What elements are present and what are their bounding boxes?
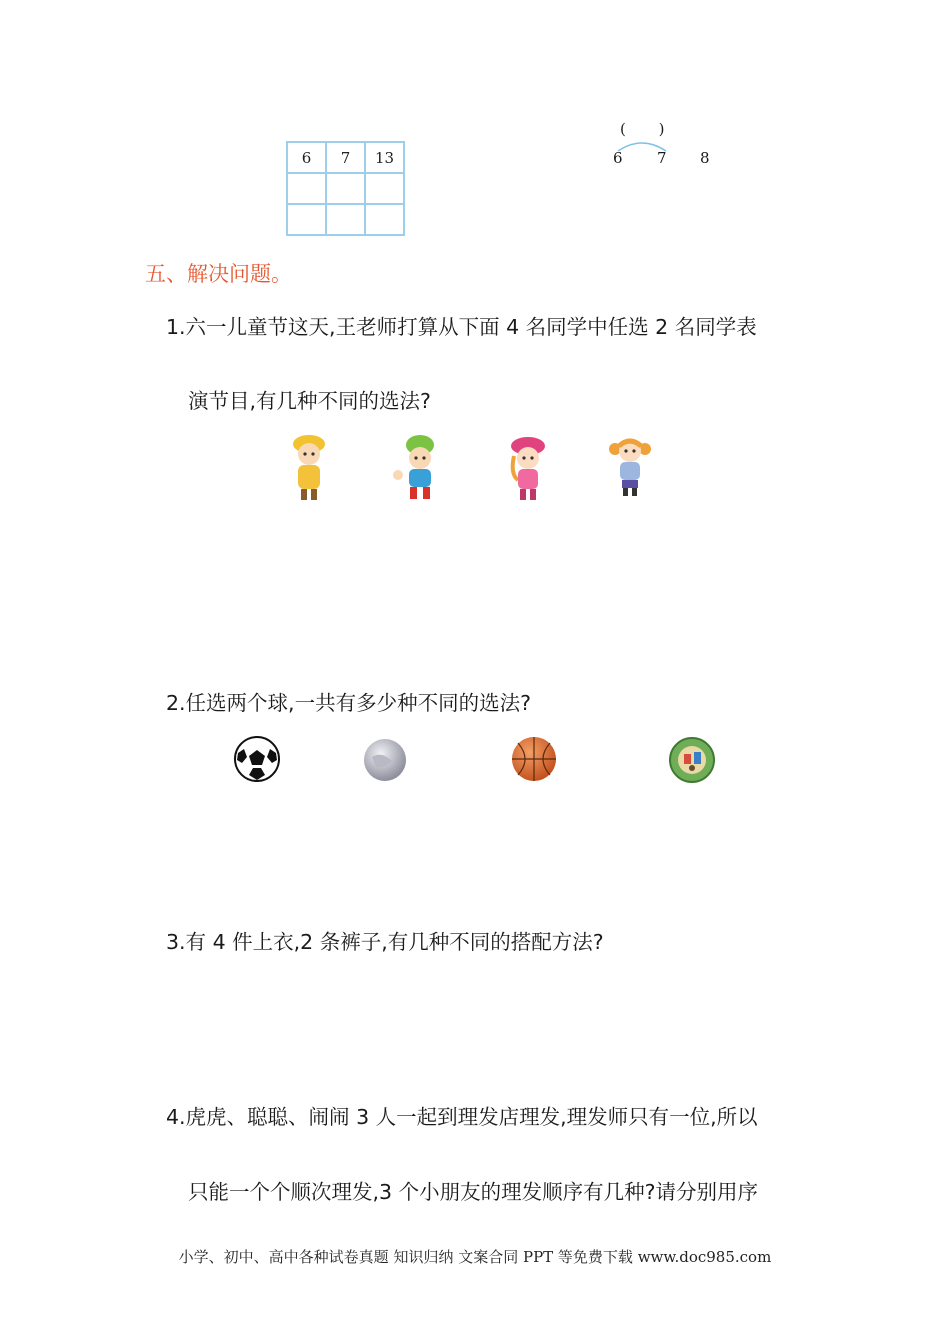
grid-cell xyxy=(365,204,404,235)
soccer-ball-icon xyxy=(233,735,281,783)
grid-cell xyxy=(326,204,365,235)
child-pigtails-icon xyxy=(605,434,655,498)
question-4-line-2: 只能一个个顺次理发,3 个小朋友的理发顺序有几种?请分别用序 xyxy=(188,1180,758,1204)
grid-cell xyxy=(365,173,404,204)
cartoon-ball-icon xyxy=(668,736,716,784)
question-2-line-1: 2.任选两个球,一共有多少种不同的选法? xyxy=(166,691,531,715)
question-1-line-1: 1.六一儿童节这天,王老师打算从下面 4 名同学中任选 2 名同学表 xyxy=(166,315,757,339)
child-green-hat-icon xyxy=(390,433,448,503)
section-title: 五、解决问题。 xyxy=(145,262,292,286)
child-yellow-hat-icon xyxy=(284,432,334,504)
question-3-line-1: 3.有 4 件上衣,2 条裤子,有几种不同的搭配方法? xyxy=(166,930,604,954)
grid-cell: 7 xyxy=(326,142,365,173)
grid-cell xyxy=(287,204,326,235)
number-grid xyxy=(286,141,405,236)
child-pink-beret-icon xyxy=(502,434,554,504)
page-footer: 小学、初中、高中各种试卷真题 知识归纳 文案合同 PPT 等免费下载 www.doc985.com xyxy=(178,1248,772,1266)
grid-cell xyxy=(287,173,326,204)
arc-number: 7 xyxy=(657,149,667,167)
grid-cell: 6 xyxy=(287,142,326,173)
question-1-line-2: 演节目,有几种不同的选法? xyxy=(188,389,431,413)
question-4-line-1: 4.虎虎、聪聪、闹闹 3 人一起到理发店理发,理发师只有一位,所以 xyxy=(166,1105,758,1129)
silver-ball-icon xyxy=(362,737,408,783)
grid-cell xyxy=(326,173,365,204)
arc-answer-paren: ( ) xyxy=(620,120,679,138)
basketball-icon xyxy=(510,735,558,783)
grid-cell: 13 xyxy=(365,142,404,173)
arc-number: 8 xyxy=(700,149,710,167)
arc-number: 6 xyxy=(613,149,623,167)
